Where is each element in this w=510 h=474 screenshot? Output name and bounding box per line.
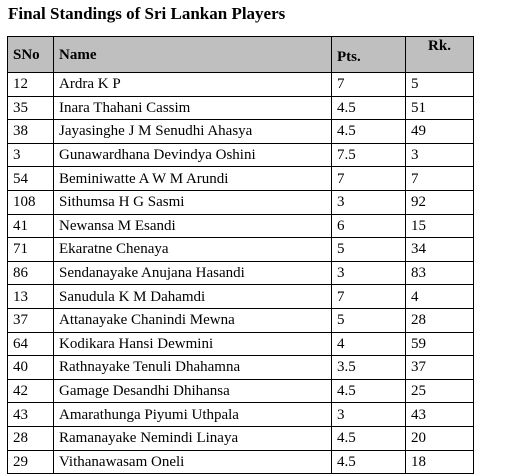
cell-pts: 6 [332, 214, 406, 238]
cell-sno: 29 [8, 450, 54, 474]
cell-name: Attanayake Chanindi Mewna [54, 308, 332, 332]
table-row [8, 379, 474, 403]
header-row [8, 37, 474, 73]
cell-rk: 28 [406, 308, 474, 332]
cell-rk: 5 [406, 73, 474, 97]
document-title: Final Standings of Sri Lankan Players [8, 4, 286, 23]
table-row [8, 214, 474, 238]
table-row [8, 96, 474, 120]
cell-rk: 49 [406, 120, 474, 144]
cell-sno: 86 [8, 261, 54, 285]
cell-rk: 25 [406, 379, 474, 403]
cell-name: Newansa M Esandi [54, 214, 332, 238]
cell-sno: 37 [8, 308, 54, 332]
cell-name: Gunawardhana Devindya Oshini [54, 143, 332, 167]
cell-pts: 3 [332, 403, 406, 427]
cell-name: Sanudula K M Dahamdi [54, 285, 332, 309]
cell-rk: 92 [406, 190, 474, 214]
cell-name: Jayasinghe J M Senudhi Ahasya [54, 120, 332, 144]
cell-sno: 42 [8, 379, 54, 403]
cell-sno: 35 [8, 96, 54, 120]
table-row [8, 426, 474, 450]
cell-sno: 43 [8, 403, 54, 427]
cell-name: Sendanayake Anujana Hasandi [54, 261, 332, 285]
cell-name: Kodikara Hansi Dewmini [54, 332, 332, 356]
cell-rk: 83 [406, 261, 474, 285]
cell-pts: 4 [332, 332, 406, 356]
cell-pts: 3 [332, 261, 406, 285]
cell-pts: 7 [332, 285, 406, 309]
cell-rk: 3 [406, 143, 474, 167]
table-row [8, 120, 474, 144]
cell-pts: 4.5 [332, 120, 406, 144]
cell-pts: 4.5 [332, 426, 406, 450]
cell-name: Sithumsa H G Sasmi [54, 190, 332, 214]
cell-rk: 4 [406, 285, 474, 309]
column-header-pts: Pts. [332, 37, 406, 73]
cell-sno: 40 [8, 356, 54, 380]
cell-pts: 5 [332, 238, 406, 262]
column-header-name: Name [54, 37, 332, 73]
cell-name: Ramanayake Nemindi Linaya [54, 426, 332, 450]
cell-pts: 4.5 [332, 379, 406, 403]
cell-rk: 59 [406, 332, 474, 356]
cell-rk: 51 [406, 96, 474, 120]
table-body [8, 73, 474, 474]
cell-name: Vithanawasam Oneli [54, 450, 332, 474]
table-row [8, 261, 474, 285]
cell-pts: 5 [332, 308, 406, 332]
cell-rk: 37 [406, 356, 474, 380]
cell-pts: 7 [332, 167, 406, 191]
table-header [8, 37, 474, 73]
cell-name: Ekaratne Chenaya [54, 238, 332, 262]
cell-name: Beminiwatte A W M Arundi [54, 167, 332, 191]
cell-pts: 7.5 [332, 143, 406, 167]
table-row [8, 308, 474, 332]
cell-sno: 3 [8, 143, 54, 167]
cell-pts: 3 [332, 190, 406, 214]
cell-pts: 3.5 [332, 356, 406, 380]
cell-sno: 108 [8, 190, 54, 214]
cell-pts: 4.5 [332, 450, 406, 474]
cell-pts: 7 [332, 73, 406, 97]
cell-sno: 13 [8, 285, 54, 309]
table-row [8, 403, 474, 427]
column-header-sno: SNo [8, 37, 54, 73]
table-row [8, 143, 474, 167]
cell-pts: 4.5 [332, 96, 406, 120]
cell-name: Gamage Desandhi Dhihansa [54, 379, 332, 403]
table-row [8, 73, 474, 97]
cell-sno: 38 [8, 120, 54, 144]
table-row [8, 190, 474, 214]
cell-sno: 28 [8, 426, 54, 450]
cell-name: Ardra K P [54, 73, 332, 97]
column-header-rk: Rk. [406, 37, 474, 73]
cell-sno: 41 [8, 214, 54, 238]
cell-name: Inara Thahani Cassim [54, 96, 332, 120]
cell-sno: 64 [8, 332, 54, 356]
cell-rk: 20 [406, 426, 474, 450]
cell-rk: 18 [406, 450, 474, 474]
table-row [8, 285, 474, 309]
table-row [8, 356, 474, 380]
cell-rk: 15 [406, 214, 474, 238]
table-row [8, 450, 474, 474]
cell-rk: 43 [406, 403, 474, 427]
cell-sno: 71 [8, 238, 54, 262]
cell-rk: 7 [406, 167, 474, 191]
cell-name: Amarathunga Piyumi Uthpala [54, 403, 332, 427]
standings-table [7, 36, 474, 474]
cell-rk: 34 [406, 238, 474, 262]
cell-name: Rathnayake Tenuli Dhahamna [54, 356, 332, 380]
table-row [8, 167, 474, 191]
table-row [8, 332, 474, 356]
table-row [8, 238, 474, 262]
cell-sno: 12 [8, 73, 54, 97]
cell-sno: 54 [8, 167, 54, 191]
